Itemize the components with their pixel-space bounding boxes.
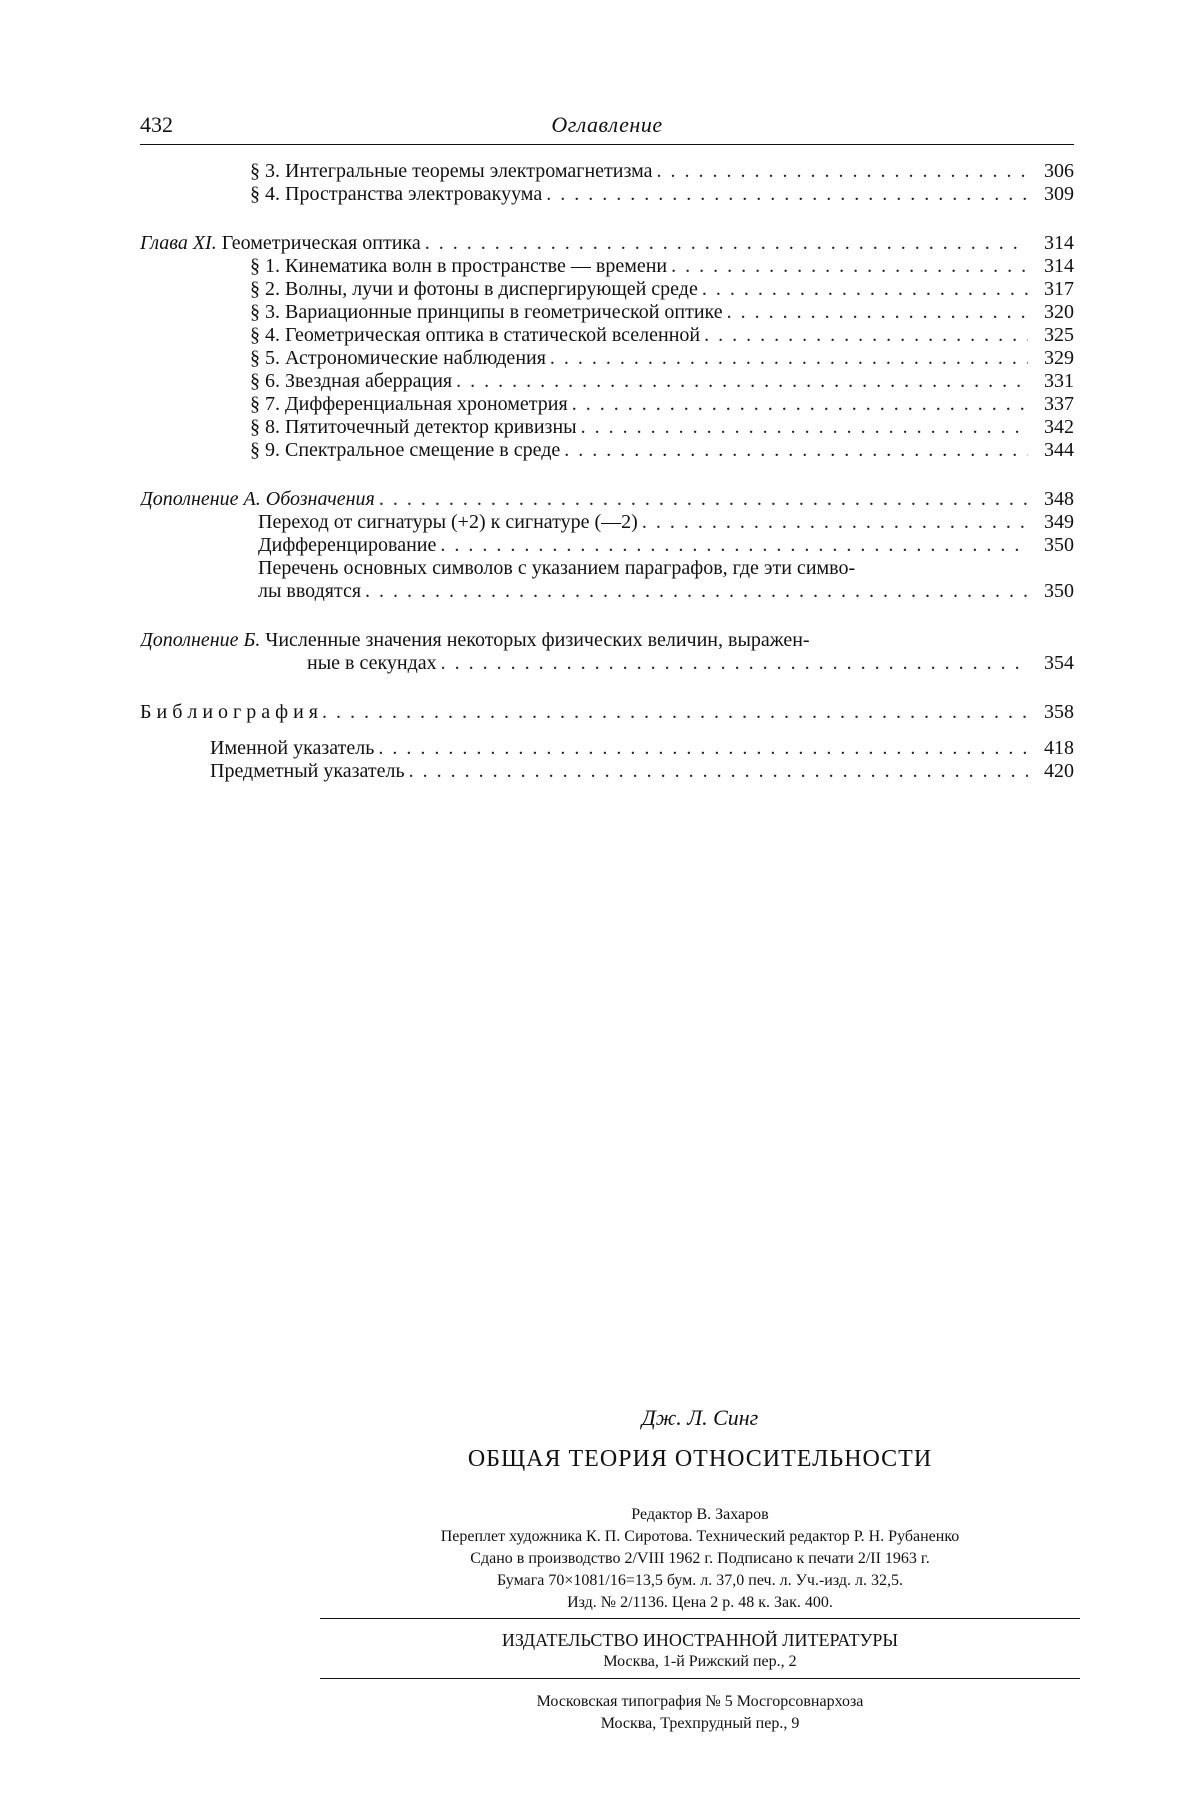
- toc-page-number: 325: [1044, 324, 1074, 346]
- toc-entry-prefix: § 4.: [250, 183, 285, 205]
- toc-entry-text: Интегральные теоремы электромагнетизма: [285, 160, 653, 182]
- toc-entry: [140, 393, 1074, 416]
- toc-entry-label: [250, 324, 700, 347]
- toc-entry-prefix: § 5.: [250, 347, 285, 369]
- toc-page-number: 349: [1044, 511, 1074, 533]
- imprint-order: Изд. № 2/1136. Цена 2 р. 48 к. Зак. 400.: [567, 1594, 833, 1611]
- toc-page-number: 317: [1044, 278, 1074, 300]
- toc-page-number: 418: [1044, 737, 1074, 759]
- toc-entry-text: Астрономические наблюдения: [285, 347, 546, 369]
- divider-line: [320, 1618, 1080, 1619]
- toc-leader-dots: [671, 255, 1028, 278]
- toc-entry-label: [140, 629, 810, 652]
- toc-entry-text: Пространства электровакуума: [285, 183, 543, 205]
- toc-entry-text: Волны, лучи и фотоны в диспергирующей среде: [285, 278, 698, 300]
- toc-leader-dots: [441, 652, 1028, 675]
- toc-entry-label: [250, 183, 542, 206]
- toc-entry-prefix: § 2.: [250, 278, 285, 300]
- publisher-name: ИЗДАТЕЛЬСТВО ИНОСТРАННОЙ ЛИТЕРАТУРЫ: [501, 1630, 899, 1650]
- toc-entry-text: Предметный указатель: [210, 760, 405, 782]
- toc-page-number: 348: [1044, 488, 1074, 510]
- toc-page-number: 358: [1044, 701, 1074, 723]
- toc-page-number: 344: [1044, 439, 1074, 461]
- toc-page-number: 350: [1044, 534, 1074, 556]
- toc-entry-label: [258, 511, 638, 534]
- toc-entry-text: Обозначения: [265, 488, 375, 510]
- imprint-paper: Бумага 70×1081/16=13,5 бум. л. 37,0 печ. л. Уч.-изд. л. 32,5.: [497, 1572, 903, 1589]
- toc-leader-dots: [572, 393, 1028, 416]
- toc-entry-text: Перечень основных символов с указанием параграфов, где эти симво-: [258, 557, 856, 579]
- divider-line: [320, 1678, 1080, 1679]
- toc-leader-dots: [322, 701, 1028, 724]
- toc-page-number: 420: [1044, 760, 1074, 782]
- toc-page-number: 354: [1044, 652, 1074, 674]
- toc-entry-text: Дифференциальная хронометрия: [285, 393, 568, 415]
- toc-entry-text: Геометрическая оптика: [221, 232, 421, 254]
- imprint-editor: Редактор В. Захаров: [631, 1506, 769, 1523]
- toc-leader-dots: [379, 488, 1028, 511]
- toc-leader-dots: [550, 347, 1028, 370]
- toc-page-number: 329: [1044, 347, 1074, 369]
- toc-entry-label: [140, 488, 375, 511]
- toc-entry-prefix: § 7.: [250, 393, 285, 415]
- toc-page-number: 331: [1044, 370, 1074, 392]
- toc-entry-label: [250, 301, 723, 324]
- toc-entry-text: Б и б л и о г р а ф и я: [140, 701, 318, 723]
- printer-name: Московская типография № 5 Мосгорсовнархоза: [536, 1693, 864, 1710]
- toc-entry-prefix: Глава XI.: [140, 232, 222, 254]
- toc-page-number: 306: [1044, 160, 1074, 182]
- toc-entry: [140, 760, 1074, 783]
- toc-leader-dots: [642, 511, 1028, 534]
- toc-entry: [140, 255, 1074, 278]
- toc-leader-dots: [409, 760, 1028, 783]
- toc-leader-dots: [365, 580, 1028, 603]
- toc-leader-dots: [440, 534, 1028, 557]
- toc-entry-label: [258, 534, 436, 557]
- toc-entry-label: [140, 232, 421, 255]
- toc-entry: [140, 370, 1074, 393]
- toc-page-number: 314: [1044, 255, 1074, 277]
- toc-entry-label: [250, 416, 577, 439]
- book-title: ОБЩАЯ ТЕОРИЯ ОТНОСИТЕЛЬНОСТИ: [467, 1446, 933, 1472]
- toc-entry: [140, 488, 1074, 511]
- toc-entry-text: лы вводятся: [258, 580, 362, 602]
- toc-entry-label: [307, 652, 437, 675]
- toc-entry-text: Вариационные принципы в геометрической оптике: [285, 301, 723, 323]
- toc-entry: [140, 534, 1074, 557]
- toc-entry: [140, 160, 1074, 183]
- toc-entry: [140, 416, 1074, 439]
- page-header: [140, 108, 1074, 145]
- toc-page-number: 309: [1044, 183, 1074, 205]
- toc-entry: [140, 324, 1074, 347]
- toc-entry-label: [210, 737, 374, 760]
- toc-page-number: 320: [1044, 301, 1074, 323]
- toc-leader-dots: [546, 183, 1028, 206]
- toc-page-number: 337: [1044, 393, 1074, 415]
- publisher-address: Москва, 1-й Рижский пер., 2: [603, 1653, 797, 1670]
- toc-entry-text: Геометрическая оптика в статической вселенной: [285, 324, 701, 346]
- page-number: 432: [140, 112, 173, 137]
- toc-entry-text: Звездная аберрация: [285, 370, 453, 392]
- toc-entry-label: [250, 439, 560, 462]
- toc-leader-dots: [657, 160, 1029, 183]
- toc-entry-prefix: § 4.: [250, 324, 285, 346]
- toc-entry-label: [140, 701, 318, 724]
- toc-leader-dots: [702, 278, 1028, 301]
- toc-leader-dots: [704, 324, 1028, 347]
- toc-entry-text: Кинематика волн в пространстве — времени: [285, 255, 668, 277]
- toc-entry-label: [250, 160, 653, 183]
- toc-entry: [140, 301, 1074, 324]
- toc-entry-prefix: § 3.: [250, 160, 285, 182]
- toc-entry-text: Переход от сигнатуры (+2) к сигнатуре (—2): [258, 511, 638, 533]
- toc-entry: [140, 278, 1074, 301]
- toc-entry: [140, 232, 1074, 255]
- toc-leader-dots: [456, 370, 1028, 393]
- toc-entry-prefix: Дополнение Б.: [140, 629, 266, 651]
- toc-entry-label: [250, 255, 667, 278]
- toc-entry-label: [258, 580, 361, 603]
- toc-entry: [140, 629, 1074, 652]
- toc-entry: [140, 652, 1074, 675]
- toc-entry-label: [250, 347, 546, 370]
- toc-entry: [140, 347, 1074, 370]
- toc-entry: [140, 701, 1074, 724]
- toc-entry: [140, 737, 1074, 760]
- toc-entry-label: [250, 278, 698, 301]
- toc-entry-prefix: § 3.: [250, 301, 285, 323]
- toc-entry: [140, 511, 1074, 534]
- toc-entry-prefix: § 1.: [250, 255, 285, 277]
- toc-page-number: 314: [1044, 232, 1074, 254]
- toc-leader-dots: [378, 737, 1028, 760]
- toc-entry-text: ные в секундах: [307, 652, 437, 674]
- running-title: Оглавление: [551, 112, 663, 137]
- printer-address: Москва, Трехпрудный пер., 9: [600, 1715, 800, 1732]
- toc-entry-text: Именной указатель: [210, 737, 375, 759]
- toc-page-number: 342: [1044, 416, 1074, 438]
- toc-entry-text: Пятиточечный детектор кривизны: [285, 416, 577, 438]
- toc-leader-dots: [425, 232, 1028, 255]
- imprint-binding: Переплет художника К. П. Сиротова. Технический редактор Р. Н. Рубаненко: [440, 1528, 960, 1545]
- toc-page-number: 350: [1044, 580, 1074, 602]
- toc-leader-dots: [564, 439, 1028, 462]
- toc-entry-text: Дифференцирование: [258, 534, 437, 556]
- toc-entry: [140, 183, 1074, 206]
- book-author: Дж. Л. Синг: [641, 1405, 759, 1430]
- toc-leader-dots: [581, 416, 1028, 439]
- toc-entry-label: [250, 370, 452, 393]
- imprint-dates: Сдано в производство 2/VIII 1962 г. Подписано к печати 2/II 1963 г.: [470, 1550, 930, 1567]
- toc-entry-prefix: § 9.: [250, 439, 285, 461]
- toc-entry-prefix: § 8.: [250, 416, 285, 438]
- toc-entry-text: Спектральное смещение в среде: [285, 439, 561, 461]
- toc-entry-label: [210, 760, 405, 783]
- toc-entry-prefix: Дополнение А.: [140, 488, 266, 510]
- toc-leader-dots: [727, 301, 1028, 324]
- toc-entry: [140, 580, 1074, 603]
- toc-entry-text: Численные значения некоторых физических величин, выражен-: [265, 629, 810, 651]
- toc-entry-label: [250, 393, 568, 416]
- toc-entry-prefix: § 6.: [250, 370, 285, 392]
- toc-entry: [140, 439, 1074, 462]
